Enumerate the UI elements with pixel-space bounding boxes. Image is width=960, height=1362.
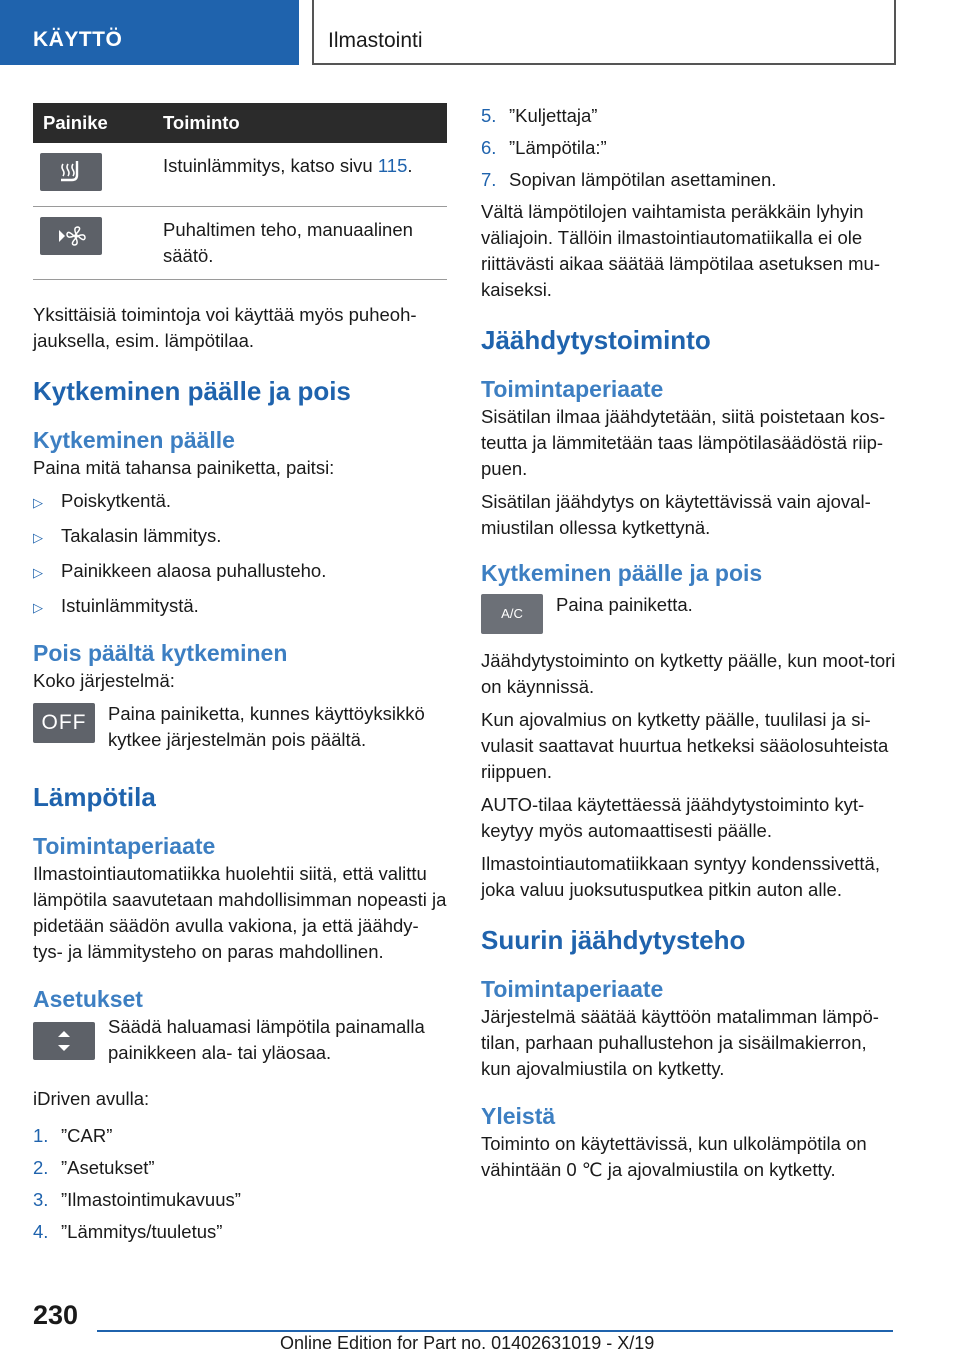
step-number: 4. — [33, 1220, 49, 1242]
ac-button-icon: A/C — [481, 594, 543, 634]
chapter-tab — [312, 0, 896, 65]
list-item — [33, 1155, 447, 1181]
table-header — [33, 103, 447, 143]
footer-edition: Online Edition for Part no. 01402631019 - X/19 — [280, 1333, 655, 1353]
max-cooling-text: Järjestelmä säätää käyttöön matalimman lämpö-tilan, parhaan puhallustehon ja sisäilmakierron, kun ajovalmiustila on kytketty. — [481, 1006, 879, 1079]
whole-system-text: Koko järjestelmä: — [33, 669, 175, 691]
heading-switch-off: Pois päältä kytkeminen — [33, 639, 288, 666]
bullet-text: Takalasin lämmitys. — [61, 524, 222, 546]
fan-icon — [40, 217, 102, 255]
auto-mode-text: AUTO-tilaa käytettäessä jäähdytystoiminto kyt-keytyy myös automaattisesti päälle. — [481, 794, 865, 841]
heading-settings: Asetukset — [33, 985, 143, 1012]
engine-running-text: Jäähdytystoiminto on kytketty päälle, kun moot-tori on käynnissä. — [481, 650, 896, 697]
off-button-icon: OFF — [33, 703, 95, 743]
heading-switch-on-off: Kytkeminen päälle ja pois — [33, 375, 351, 406]
list-item — [33, 523, 447, 551]
triangle-bullet-icon: ▷ — [33, 494, 43, 510]
table-header-function: Toiminto — [163, 103, 447, 143]
table-row — [33, 206, 447, 279]
step-text: ”Lämpötila:” — [509, 137, 607, 158]
off-text: Paina painiketta, kunnes käyttöyksikkö kytkee järjestelmän pois päältä. — [108, 702, 425, 750]
table-row — [33, 143, 447, 206]
step-number: 3. — [33, 1188, 49, 1210]
step-text: ”Ilmastointimukavuus” — [61, 1188, 241, 1210]
heading-switch-on-off-2: Kytkeminen päälle ja pois — [481, 560, 763, 586]
bullet-text: Istuinlämmitystä. — [61, 594, 199, 616]
heading-principle-1: Toimintaperiaate — [33, 832, 216, 859]
left-column — [33, 103, 447, 1251]
list-item — [33, 593, 447, 621]
bullet-text: Poiskytkentä. — [61, 489, 172, 511]
step-number: 7. — [481, 169, 497, 190]
cooling-principle-text: Sisätilan ilmaa jäähdytetään, siitä poistetaan kos-teutta ja lämmitetään taas lämpötilasäädöstä riip-puen. — [481, 406, 886, 479]
heading-temperature: Lämpötila — [33, 781, 156, 812]
fan-text: Puhaltimen teho, manuaalinen säätö. — [163, 206, 447, 279]
heading-general: Yleistä — [481, 1103, 556, 1129]
idrive-text: iDriven avulla: — [33, 1087, 150, 1109]
section-title: KÄYTTÖ — [33, 28, 123, 51]
page-number: 230 — [33, 1300, 79, 1330]
settings-text: Säädä haluamasi lämpötila painamalla painikkeen ala- tai yläosaa. — [108, 1015, 425, 1063]
list-item — [33, 488, 447, 516]
period: . — [407, 155, 413, 176]
off-button-row — [33, 701, 447, 753]
list-item — [33, 558, 447, 586]
list-item — [33, 1219, 447, 1245]
footer-divider — [97, 1330, 893, 1332]
table-header-button: Painike — [33, 103, 163, 143]
page-link-115[interactable]: 115 — [377, 155, 408, 176]
avoid-text: Vältä lämpötilojen vaihtamista peräkkäin lyhyin väliajoin. Tällöin ilmastointiautomatiikalla ei ole riittävästi aikaa säätää lämpötilaa asetuksen mu-kaiseksi. — [481, 201, 880, 300]
general-text: Toiminto on käytettävissä, kun ulkolämpötila on vähintään 0 ℃ ja ajovalmiustila on kytketty. — [481, 1133, 867, 1180]
condensation-text: Ilmastointiautomatiikkaan syntyy kondenssivettä, joka valuu juoksutusputkea pitkin auton alle. — [481, 853, 880, 900]
voice-control-text: Yksittäisiä toimintoja voi käyttää myös puheoh-jauksella, esim. lämpötilaa. — [33, 303, 417, 351]
button-function-table — [33, 103, 447, 280]
heading-cooling: Jäähdytystoiminto — [481, 325, 711, 355]
fogging-text: Kun ajovalmius on kytketty päälle, tuulilasi ja si-vulasit saattavat huurtua hetkeksi sääolosuhteista riippuen. — [481, 709, 889, 782]
step-number: 6. — [481, 137, 497, 158]
right-column — [481, 103, 896, 1190]
heading-principle-2: Toimintaperiaate — [481, 376, 664, 402]
triangle-bullet-icon: ▷ — [33, 564, 43, 580]
seat-heating-icon — [40, 153, 102, 191]
step-text: Sopivan lämpötilan asettaminen. — [509, 169, 777, 190]
bullet-text: Painikkeen alaosa puhallusteho. — [61, 559, 327, 581]
press-any-text: Paina mitä tahansa painiketta, paitsi: — [33, 456, 335, 478]
step-number: 2. — [33, 1156, 49, 1178]
temperature-rocker-icon — [33, 1022, 95, 1060]
triangle-bullet-icon: ▷ — [33, 599, 43, 615]
seat-heating-text: Istuinlämmitys, katso sivu — [163, 155, 378, 176]
ac-text: Paina painiketta. — [556, 594, 693, 615]
temp-button-row — [33, 1014, 447, 1066]
list-item — [481, 135, 896, 161]
list-item — [481, 103, 896, 129]
list-item — [33, 1187, 447, 1213]
step-text: ”Kuljettaja” — [509, 105, 598, 126]
heading-principle-3: Toimintaperiaate — [481, 976, 664, 1002]
ac-button-row — [481, 592, 896, 634]
heading-switch-on: Kytkeminen päälle — [33, 426, 235, 453]
step-number: 5. — [481, 105, 497, 126]
section-tab — [0, 0, 299, 65]
step-number: 1. — [33, 1124, 49, 1146]
cooling-availability-text: Sisätilan jäähdytys on käytettävissä vain ajoval-miustilan ollessa kytkettynä. — [481, 491, 871, 538]
step-text: ”Asetukset” — [61, 1156, 155, 1178]
step-text: ”Lämmitys/tuuletus” — [61, 1220, 223, 1242]
heading-max-cooling: Suurin jäähdytysteho — [481, 925, 746, 955]
principle-1-text: Ilmastointiautomatiikka huolehtii siitä, että valittu lämpötila saavutetaan mahdollisimman nopeasti ja pidetään säädön avulla vakiona, ja että jäähdy-tys- ja lämmitysteho on paras mahdollinen. — [33, 862, 447, 962]
triangle-bullet-icon: ▷ — [33, 529, 43, 545]
chapter-title: Ilmastointi — [328, 29, 423, 52]
list-item — [481, 167, 896, 193]
list-item — [33, 1123, 447, 1149]
step-text: ”CAR” — [61, 1124, 113, 1146]
